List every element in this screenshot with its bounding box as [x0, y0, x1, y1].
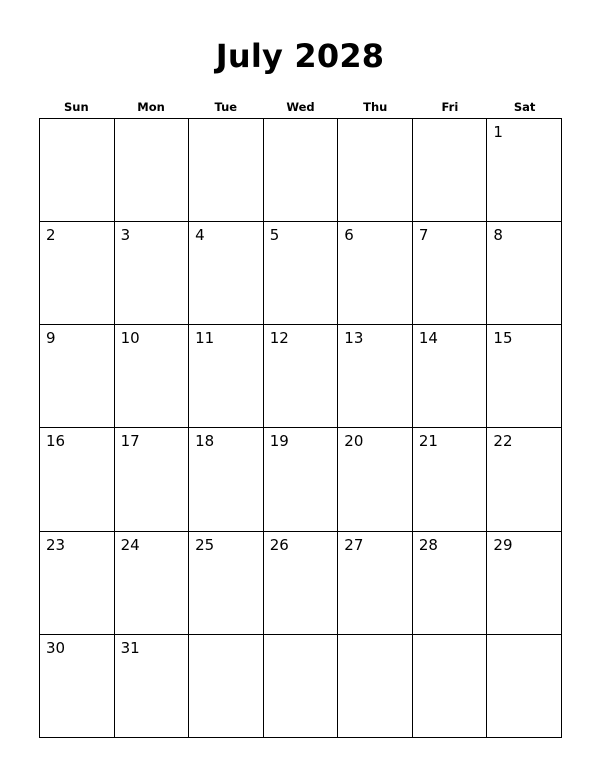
day-cell — [487, 325, 562, 428]
day-cell — [413, 532, 488, 635]
day-cell — [264, 428, 339, 531]
day-cell — [40, 635, 115, 738]
day-number: 24 — [120, 535, 140, 554]
day-number: 29 — [493, 535, 513, 554]
day-cell — [115, 635, 190, 738]
day-cell — [189, 119, 264, 222]
day-number: 10 — [120, 329, 140, 348]
day-number: 9 — [46, 329, 56, 348]
weekday-tue: Tue — [214, 100, 238, 114]
day-number: 26 — [269, 535, 289, 554]
day-number: 6 — [344, 226, 354, 245]
day-cell — [40, 532, 115, 635]
day-number: 23 — [46, 535, 66, 554]
day-cell — [338, 428, 413, 531]
day-cell — [115, 222, 190, 325]
day-number: 7 — [418, 226, 429, 245]
day-number: 12 — [269, 329, 289, 348]
day-cell — [413, 325, 488, 428]
day-number: 2 — [46, 226, 56, 245]
day-cell — [189, 222, 264, 325]
day-number: 16 — [46, 432, 66, 451]
weekday-mon: Mon — [137, 100, 165, 114]
day-number: 20 — [344, 432, 364, 451]
day-number: 25 — [195, 535, 215, 554]
day-cell — [338, 635, 413, 738]
day-number: 21 — [418, 432, 438, 451]
day-cell — [264, 325, 339, 428]
day-cell — [115, 532, 190, 635]
day-number: 1 — [493, 123, 503, 141]
day-cell — [264, 222, 339, 325]
day-cell — [413, 119, 488, 222]
weekday-sun: Sun — [64, 100, 89, 114]
day-cell — [40, 325, 115, 428]
day-cell — [487, 532, 562, 635]
day-number: 28 — [418, 535, 438, 554]
weekday-header — [39, 98, 562, 116]
day-cell — [115, 119, 190, 222]
day-number: 31 — [120, 638, 140, 657]
calendar-title: July 2028 — [215, 37, 385, 75]
day-cell — [189, 428, 264, 531]
day-cell — [487, 222, 562, 325]
day-number: 22 — [493, 432, 513, 451]
day-cell — [189, 635, 264, 738]
day-cell — [413, 222, 488, 325]
day-cell — [487, 428, 562, 531]
day-cell — [40, 428, 115, 531]
day-cell — [40, 119, 115, 222]
day-number: 19 — [269, 432, 289, 451]
day-cell — [338, 222, 413, 325]
day-cell — [264, 119, 339, 222]
day-number: 8 — [493, 226, 503, 245]
day-number: 4 — [195, 226, 205, 245]
day-number: 15 — [493, 329, 513, 348]
calendar-grid — [39, 118, 562, 738]
day-number: 5 — [269, 226, 280, 245]
day-number: 18 — [195, 432, 215, 451]
day-cell — [264, 532, 339, 635]
day-cell — [338, 532, 413, 635]
day-cell — [413, 635, 488, 738]
day-number: 11 — [195, 329, 215, 348]
day-number: 13 — [344, 329, 364, 348]
day-cell — [189, 325, 264, 428]
day-number: 27 — [344, 535, 364, 554]
day-cell — [413, 428, 488, 531]
day-cell — [40, 222, 115, 325]
day-cell — [115, 325, 190, 428]
day-number: 17 — [120, 432, 140, 451]
day-cell — [338, 119, 413, 222]
day-number: 30 — [46, 638, 66, 657]
weekday-fri: Fri — [441, 100, 459, 114]
weekday-wed: Wed — [286, 100, 315, 114]
weekday-sat: Sat — [513, 100, 536, 114]
day-cell — [487, 119, 562, 222]
day-cell — [264, 635, 339, 738]
day-cell — [115, 428, 190, 531]
day-number: 14 — [418, 329, 438, 348]
day-cell — [189, 532, 264, 635]
weekday-thu: Thu — [363, 100, 388, 114]
day-cell — [487, 635, 562, 738]
day-cell — [338, 325, 413, 428]
day-number: 3 — [120, 226, 131, 245]
